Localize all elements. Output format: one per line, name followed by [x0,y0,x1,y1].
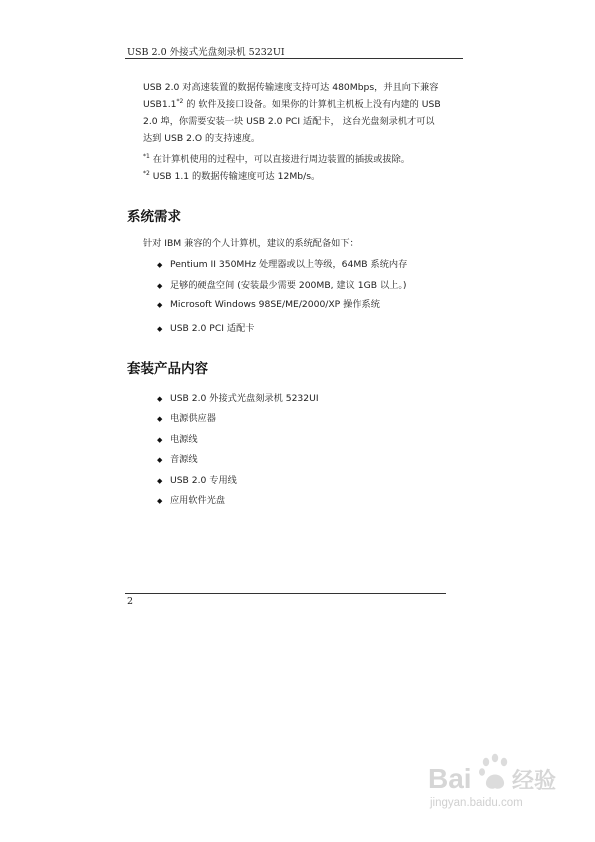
watermark-brand: Bai [428,763,472,794]
bullet-icon: ◆ [157,436,163,444]
footer-rule [125,593,446,594]
baidu-jingyan-watermark [420,748,560,810]
footnote-1 [143,151,410,165]
list-item: ◆ USB 2.0 外接式光盘刻录机 5232UI [157,393,319,404]
intro-paragraph [143,79,468,147]
list-item: ◆ Pentium II 350MHz 处理器或以上等级，64MB 系统内存 [157,259,408,270]
watermark-brand-tail: 经验 [512,769,557,794]
footnote-1-mark: *1 [143,152,150,160]
footnote-1-text: 在计算机使用的过程中，可以直接进行周边装置的插拔或拔除。 [149,154,410,165]
list-item: ◆ USB 2.0 PCI 适配卡 [157,323,255,334]
bullet-icon: ◆ [157,301,163,309]
intro-line-3: 2.0 埠，你需要安装一块 USB 2.0 PCI 适配卡， 这台光盘刻录机才可以 [143,116,435,127]
footnote-2-text: USB 1.1 的数据传输速度可达 12Mb/s。 [149,171,321,182]
bullet-icon: ◆ [157,456,163,464]
intro-line-2 [143,96,468,113]
list-item: ◆ 电源供应器 [157,413,216,424]
list-item: ◆ USB 2.0 专用线 [157,475,237,486]
bullet-icon: ◆ [157,282,163,290]
page-number: 2 [127,596,134,607]
bullet-icon: ◆ [157,325,163,333]
watermark-url: jingyan.baidu.com [430,797,523,809]
intro-line-2-b: 的 软件及接口设备。如果你的计算机主机板上没有内建的 USB [183,99,441,110]
system-requirements-intro: 针对 IBM 兼容的个人计算机，建议的系统配备如下： [143,238,359,249]
bullet-icon: ◆ [157,477,163,485]
bullet-icon: ◆ [157,497,163,505]
running-header: USB 2.0 外接式光盘刻录机 5232UI [127,47,285,58]
package-contents-heading: 套装产品内容 [127,361,208,377]
list-item: ◆ Microsoft Windows 98SE/ME/2000/XP 操作系统 [157,299,380,310]
list-item: ◆ 音源线 [157,454,198,465]
intro-line-4: 达到 USB 2.O 的支持速度。 [143,133,261,144]
list-item: ◆ 电源线 [157,434,198,445]
system-requirements-heading: 系统需求 [127,209,181,225]
footnote-2-mark: *2 [143,169,150,177]
baidu-paw-icon [479,754,507,789]
footnote-ref-2: *2 [176,97,184,105]
bullet-icon: ◆ [157,261,163,269]
intro-line-2-a: USB1.1 [143,99,177,110]
header-rule [125,58,463,59]
list-item: ◆ 足够的硬盘空间 (安装最少需要 200MB, 建议 1GB 以上。) [157,280,407,291]
footnote-2 [143,168,320,182]
bullet-icon: ◆ [157,415,163,423]
bullet-icon: ◆ [157,395,163,403]
list-item: ◆ 应用软件光盘 [157,495,226,506]
intro-line-1: USB 2.0 对高速装置的数据传输速度支持可达 480Mbps，并且向下兼容 [143,82,439,93]
